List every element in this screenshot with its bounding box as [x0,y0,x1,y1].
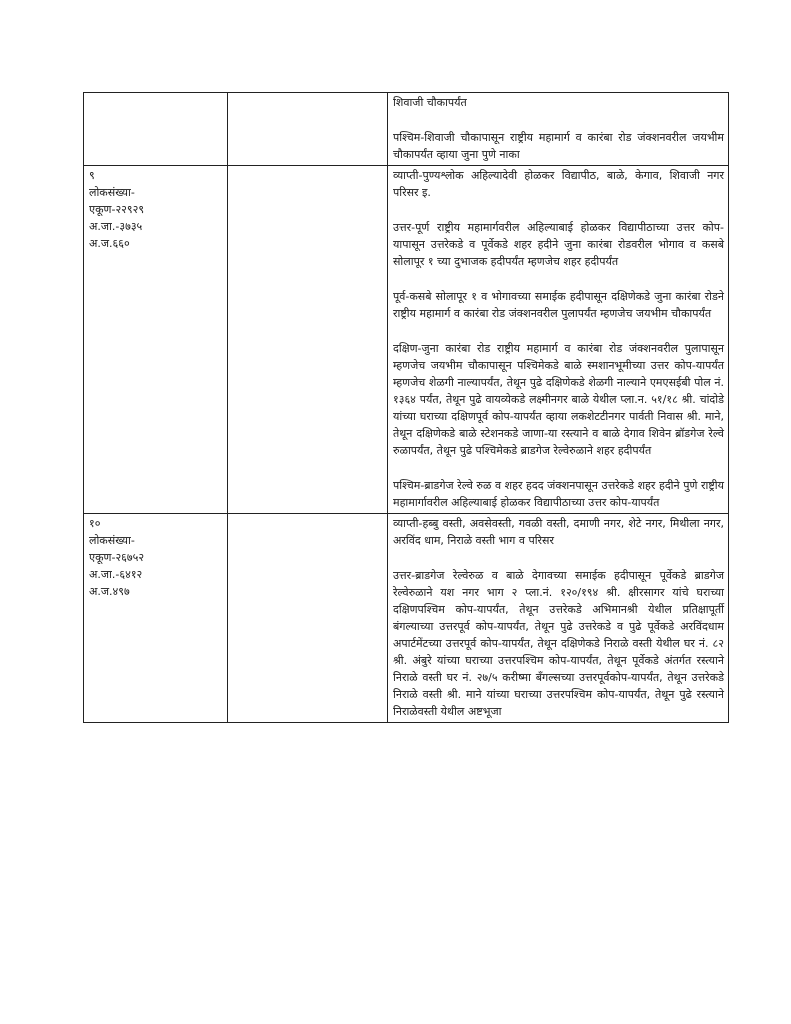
boundary-cell [388,166,729,514]
population-sc: अ.जा.-६४१२ [89,568,143,581]
empty-cell [228,93,388,166]
population-sc: अ.जा.-३७३५ [89,220,143,233]
table-row [84,93,729,166]
boundary-paragraph: दक्षिण-जुना कारंबा रोड राष्ट्रीय महामार्ग व कारंबा रोड जंक्शनवरील पुलापासून म्हणजेच जयभीम चौकापासून पश्चिमेकडे बाळे स्मशानभूमीच्या उत्तर कोप-यापर्यंत म्हणजेच शेळगी नाल्यापर्यंत, तेथून पुढे दक्षिणेकडे शेळगी नाल्याने एमएसईबी पोल नं. १३६४ पर्यंत, तेथून पुढे वायव्येकडे लक्ष्मीनगर बाळे येथील प्ला.न. ५१/१८ श्री. चांदोडे यांच्या घराच्या दक्षिणपूर्व कोप-यापर्यंत व्हाया लकशेटटीनगर पार्वती निवास श्री. माने, तेथून दक्षिणेकडे बाळे स्टेशनकडे जाणा-या रस्त्याने व बाळे देगाव शिवेन ब्रॉडगेज रेल्वे रुळापर्यंत, तेथून पुढे पश्चिमेकडे ब्राडगेज रेल्वेरुळाने शहर हदीपर्यंत [393,342,724,457]
ward-number: १० [89,517,101,530]
table-row [84,514,729,723]
boundary-paragraph: शिवाजी चौकापर्यंत [393,96,467,109]
ward-info-cell [84,514,228,723]
population-label: लोकसंख्या- [89,534,135,547]
empty-cell [228,514,388,723]
boundary-paragraph: पश्चिम-शिवाजी चौकापासून राष्ट्रीय महामार्ग व कारंबा रोड जंक्शनवरील जयभीम चौकापर्यंत व्हाया जुना पुणे नाका [393,131,724,161]
empty-cell [228,166,388,514]
boundary-cell [388,514,729,723]
ward-boundary-table [83,92,729,723]
ward-info-cell [84,93,228,166]
population-st: अ.ज.६६० [89,237,130,250]
boundary-cell [388,93,729,166]
ward-number: ९ [89,169,95,182]
ward-info-cell [84,166,228,514]
population-label: लोकसंख्या- [89,186,135,199]
population-total: एकूण-२६७५२ [89,551,145,564]
boundary-paragraph: पश्चिम-ब्राडगेज रेल्वे रुळ व शहर हदद जंक्शनपासून उत्तरेकडे शहर हदीने पुणे राष्ट्रीय महामार्गावरील अहिल्याबाई होळकर विद्यापीठाच्या उत्तर कोप-यापर्यंत [393,479,724,509]
boundary-paragraph: उत्तर-ब्राडगेज रेल्वेरुळ व बाळे देगावच्या समाईक हदीपासून पूर्वेकडे ब्राडगेज रेल्वेरुळाने यश नगर भाग २ प्ला.नं. १२०/१९४ श्री. क्षीरसागर यांचे घराच्या दक्षिणपश्चिम कोप-यापर्यंत, तेथून उत्तरेकडे अभिमानश्री येथील प्रतिक्षापूर्ती बंगल्याच्या उत्तरपूर्व कोप-यापर्यंत, तेथून पुढे उत्तरेकडे व पुढे पूर्वेकडे अरविंदधाम अपार्टमेंटच्या उत्तरपूर्व कोप-यापर्यंत, तेथून दक्षिणेकडे निराळे वस्ती येथील घर नं. ८२ श्री. अंबुरे यांच्या घराच्या उत्तरपश्चिम कोप-यापर्यंत, तेथून पूर्वेकडे अंतर्गत रस्त्याने निराळे वस्ती घर नं. २७/५ करीष्मा बँगल्सच्या उत्तरपूर्वकोप-यापर्यंत, तेथून उत्तरेकडे निराळे वस्ती श्री. माने यांच्या घराच्या उत्तरपश्चिम कोप-यापर्यंत, तेथून पुढे रस्त्याने निराळेवस्ती येथील अष्टभूजा [393,569,724,718]
table-row [84,166,729,514]
boundary-paragraph: व्याप्ती-हब्बु वस्ती, अवसेवस्ती, गवळी वस्ती, दमाणी नगर, शेटे नगर, मिथीला नगर, अरविंद धाम, निराळे वस्ती भाग व परिसर [393,517,724,547]
boundary-paragraph: उत्तर-पूर्ण राष्ट्रीय महामार्गवरील अहिल्याबाई होळकर विद्यापीठाच्या उत्तर कोप-यापासून उत्तरेकडे व पूर्वेकडे शहर हदीने जुना कारंबा रोडवरील भोगाव व कसबे सोलापूर १ च्या दुभाजक हदीपर्यंत म्हणजेच शहर हदीपर्यंत [393,221,724,268]
population-total: एकूण-२२९२९ [89,203,145,216]
boundary-paragraph: व्याप्ती-पुण्यश्लोक अहिल्यादेवी होळकर विद्यापीठ, बाळे, केगाव, शिवाजी नगर परिसर इ. [393,169,724,199]
boundary-paragraph: पूर्व-कसबे सोलापूर १ व भोगावच्या समाईक हदीपासून दक्षिणेकडे जुना कारंबा रोडने राष्ट्रीय महामार्ग व कारंबा रोड जंक्शनवरील पुलापर्यंत म्हणजेच जयभीम चौकापर्यंत [393,290,724,320]
population-st: अ.ज.४९७ [89,585,130,598]
